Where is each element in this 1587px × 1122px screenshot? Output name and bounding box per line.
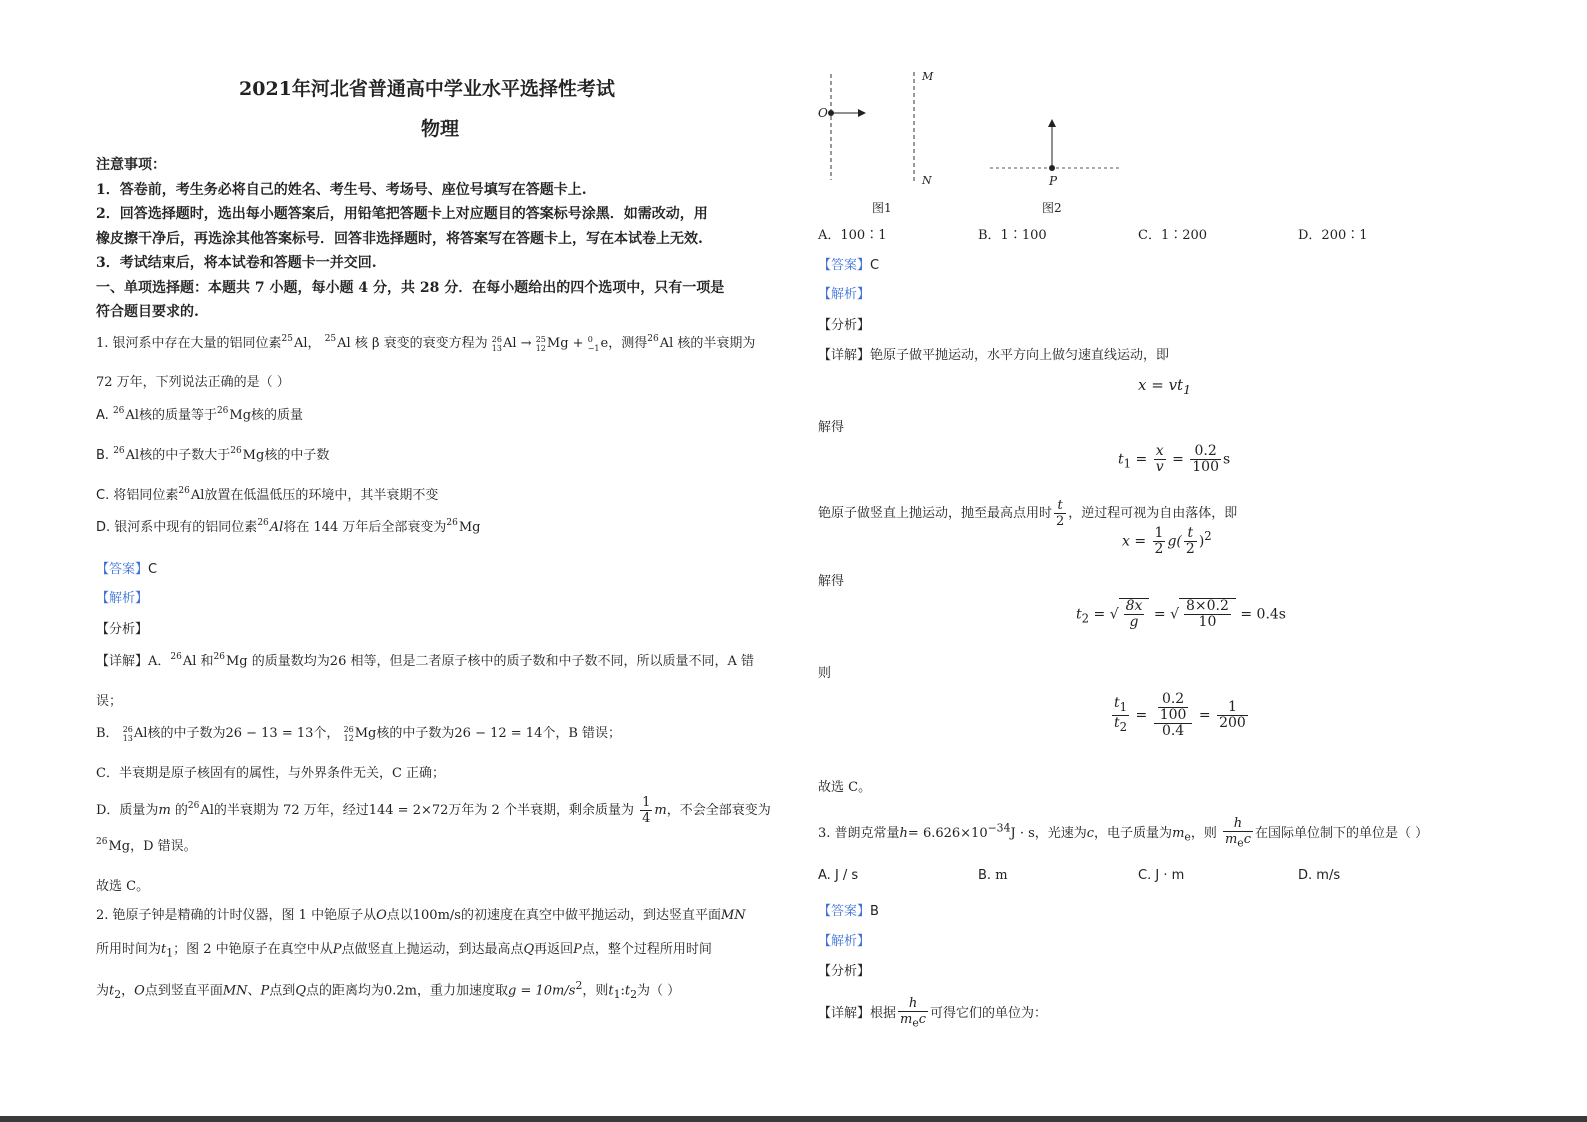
q2-jiede-1: 解得	[818, 420, 845, 435]
eq-free-fall: x = $\frac{1}{2}$ g( $\frac{t}{2}$ )$^2$	[1122, 525, 1212, 557]
q3-answer: 【答案】B	[818, 904, 879, 919]
q1-detail-c: C．半衰期是原子核固有的属性，与外界条件无关，C 正确；	[96, 766, 446, 781]
up-arrow-head	[1048, 119, 1056, 127]
q1-detail-a-cont: 误；	[96, 694, 123, 709]
q1-stem-line2: 72 万年，下列说法正确的是（ ）	[96, 375, 290, 390]
q3-option-a: A. J / s	[818, 868, 859, 883]
beta-symbol: β	[371, 336, 380, 351]
q2-stem-line3: 为$t_2$，O点到竖直平面MN、P点到Q点的距离均为0.2m，重力加速度取$g = 10m/s^2$，则$t_1:t_2$为（ ）	[96, 979, 681, 1001]
figure-1-caption: 图1	[872, 201, 892, 215]
q2-figure	[814, 68, 1134, 218]
q1-stem: 1. 银河系中存在大量的铝同位素$^{25}$Al， $^{25}$Al 核 β 衰变的衰变方程为 26 13 Al → 25 12 Mg + 0 −1 e，测得$^{26}$Al 核的半衰期为	[96, 334, 756, 353]
q2-option-c: C．1∶200	[1138, 228, 1208, 243]
notice-item: 橡皮擦干净后，再选涂其他答案标号．回答非选择题时，将答案写在答题卡上，写在本试卷上无效.	[96, 231, 703, 247]
q2-detail-1: 【详解】铯原子做平抛运动，水平方向上做匀速直线运动，即	[818, 348, 1170, 363]
q1-detail-d-cont: $^{26}$Mg，D 错误。	[96, 837, 197, 854]
q2-fenxi: 【分析】	[818, 318, 871, 333]
q2-stem-line2: 所用时间为$t_1$；图 2 中铯原子在真空中从P点做竖直上抛运动，到达最高点Q再返回P点，整个过程所用时间	[96, 942, 712, 960]
label-o: O	[818, 106, 828, 120]
notice-item: 2．回答选择题时，选出每小题答案后，用铅笔把答题卡上对应题目的答案标号涂黑．如需改动，用	[96, 206, 708, 222]
notice-heading: 注意事项：	[96, 157, 166, 173]
eq-t2: $t_2$ = √ $\frac{8x}{g}$ = √ $\frac{8\times 0.2}{10}$ = 0.4s	[1076, 598, 1286, 630]
q3-detail: 【详解】根据 $\frac{h}{m_ec}$ 可得它们的单位为：	[818, 996, 1048, 1030]
q3-option-d: D. m/s	[1298, 868, 1341, 883]
isotope-label: 26 13	[491, 334, 502, 353]
section-heading: 一、单项选择题：本题共 7 小题，每小题 4 分，共 28 分．在每小题给出的四个选项中，只有一项是	[96, 280, 725, 296]
section-heading-cont: 符合题目要求的.	[96, 304, 199, 320]
q3-option-b: B. m	[978, 868, 1008, 883]
q1-conclusion: 故选 C。	[96, 879, 150, 894]
notice-item: 1．答卷前，考生务必将自己的姓名、考生号、考场号、座位号填写在答题卡上.	[96, 182, 587, 198]
label-p: P	[1049, 174, 1058, 188]
q1-analysis-tag: 【解析】	[96, 591, 149, 606]
label-n: N	[922, 174, 932, 187]
q1-answer: 【答案】C	[96, 562, 158, 577]
arrow-head	[858, 109, 866, 117]
q1-fenxi: 【分析】	[96, 622, 149, 637]
q2-ze: 则	[818, 666, 832, 681]
point-p	[1049, 165, 1055, 171]
subject-title: 物理	[421, 118, 460, 140]
q1-detail-d: D．质量为m 的$^{26}$Al的半衰期为 72 万年，经过144 = 2×72万年为 2 个半衰期，剩余质量为 $\frac{1}{4}$ m，不会全部衰变为	[96, 795, 771, 826]
q1-option-d: D. 银河系中现有的铝同位素$^{26}$Al将在 144 万年后全部衰变为$^{26}$Mg	[96, 518, 481, 535]
q1-detail-b: B． 26 13 Al核的中子数为26 − 13 = 13个， 26 12 Mg核的中子数为26 − 12 = 14个，B 错误；	[96, 724, 622, 743]
q2-stem-line1: 2. 铯原子钟是精确的计时仪器，图 1 中铯原子从O点以100m/s的初速度在真空中做平抛运动，到达竖直平面MN	[96, 908, 746, 923]
q2-option-b: B．1∶100	[978, 228, 1047, 243]
q2-option-d: D．200∶1	[1298, 228, 1368, 243]
label-m: M	[922, 70, 934, 83]
q1-detail-a: 【详解】A．$^{26}$Al 和$^{26}$Mg 的质量数均为26 相等，但是二者原子核中的质子数和中子数不同，所以质量不同，A 错	[96, 652, 755, 669]
q3-option-c: C. J · m	[1138, 868, 1185, 883]
q1-option-a: A. $^{26}$Al核的质量等于$^{26}$Mg核的质量	[96, 406, 304, 423]
q3-stem: 3. 普朗克常量$h= 6.626\times 10^{-34}J \cdot s$，光速为c，电子质量为$m_e$，则 $\frac{h}{m_ec}$ 在国际单位制下的单位是（ ）	[818, 816, 1429, 850]
isotope-label: 25 12	[535, 334, 546, 353]
eq-t1: $t_1$ = $\frac{x}{v}$ = $\frac{0.2}{100}$ s	[1118, 443, 1231, 475]
page-title: 2021年河北省普通高中学业水平选择性考试	[239, 78, 615, 100]
q3-fenxi: 【分析】	[818, 964, 871, 979]
isotope-label: 0 −1	[587, 334, 600, 353]
q2-analysis-tag: 【解析】	[818, 287, 871, 302]
q2-conclusion: 故选 C。	[818, 780, 872, 795]
notice-item: 3．考试结束后，将本试卷和答题卡一并交回.	[96, 255, 377, 271]
q2-option-a: A．100∶1	[818, 228, 887, 243]
figure-2-caption: 图2	[1042, 201, 1062, 215]
q2-jiede-2: 解得	[818, 574, 845, 589]
eq-ratio: $\frac{t_1}{t_2}$ = $\frac{\frac{0.2}{100}}{0.4}$ = $\frac{1}{200}$	[1114, 691, 1246, 739]
q2-answer: 【答案】C	[818, 258, 880, 273]
page-bottom-edge	[0, 1116, 1587, 1122]
eq-x-vt1: $x = vt_1$	[1138, 376, 1192, 397]
q2-detail-2: 铯原子做竖直上抛运动，抛至最高点用时 $\frac{t}{2}$ ，逆过程可视为自由落体，即	[818, 498, 1238, 529]
q1-option-c: C. 将铝同位素$^{26}$Al放置在低温低压的环境中，其半衰期不变	[96, 486, 439, 503]
q1-option-b: B. $^{26}$Al核的中子数大于$^{26}$Mg核的中子数	[96, 446, 330, 463]
q3-analysis-tag: 【解析】	[818, 934, 871, 949]
